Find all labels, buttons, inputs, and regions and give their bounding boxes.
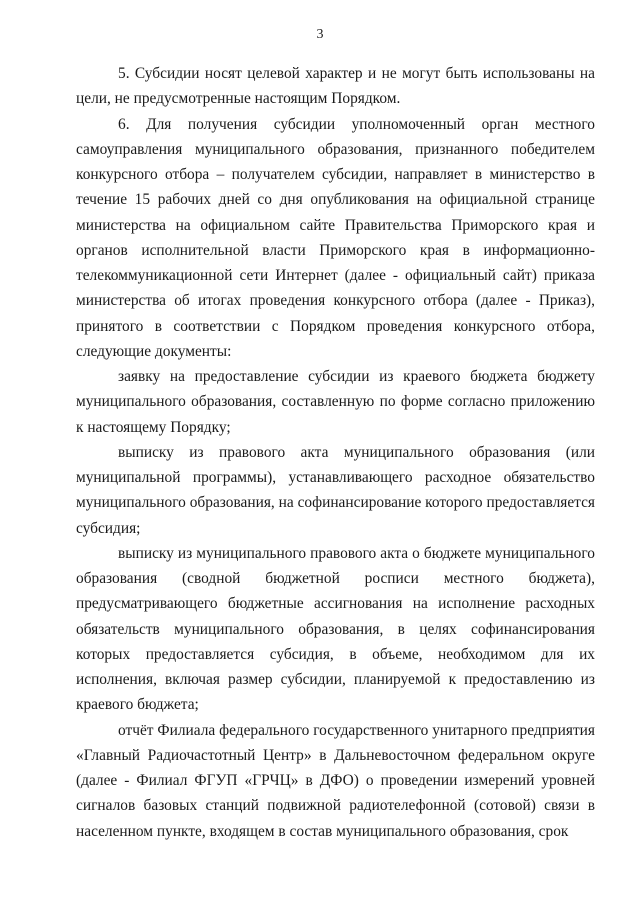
page-number: 3	[316, 27, 324, 42]
paragraph-application: заявку на предоставление субсидии из краевого бюджета бюджету муниципального образования, составленную по форме согласно приложению к настоящему Порядку;	[76, 368, 595, 436]
document-body	[76, 61, 595, 844]
paragraph-measurement-report: отчёт Филиала федерального государственного унитарного предприятия «Главный Радиочастотный Центр» в Дальневосточном федеральном округе (далее - Филиал ФГУП «ГРЧЦ» в ДФО) о проведении измерений уровней сигналов базовых станций подвижной радиотелефонной (сотовой) связи в населенном пункте, входящем в состав муниципального образования, срок	[76, 721, 595, 840]
paragraph-legal-act-extract: выписку из правового акта муниципального образования (или муниципальной программы), устанавливающего расходное обязательство муниципального образования, на софинансирование которого предоставляется субсидия;	[76, 443, 595, 537]
paragraph-item-5: 5. Субсидии носят целевой характер и не могут быть использованы на цели, не предусмотренные настоящим Порядком.	[76, 65, 595, 108]
paragraph-budget-extract: выписку из муниципального правового акта о бюджете муниципального образования (сводной бюджетной росписи местного бюджета), предусматривающего бюджетные ассигнования на исполнение расходных обязательств муниципального образования, в целях софинансирования которых предоставляется субсидия, в объеме, необходимом для их исполнения, включая размер субсидии, планируемой к предоставлению из краевого бюджета;	[76, 544, 595, 714]
paragraph-item-6: 6. Для получения субсидии уполномоченный орган местного самоуправления муниципального образования, признанного победителем конкурсного отбора – получателем субсидии, направляет в министерство в течение 15 рабочих дней со дня опубликования на официальной странице министерства на официальном сайте Правительства Приморского края и органов исполнительной власти Приморского края в информационно-телекоммуникационной сети Интернет (далее - официальный сайт) приказа министерства об итогах проведения конкурсного отбора (далее - Приказ), принятого в соответствии с Порядком проведения конкурсного отбора, следующие документы:	[76, 115, 595, 360]
